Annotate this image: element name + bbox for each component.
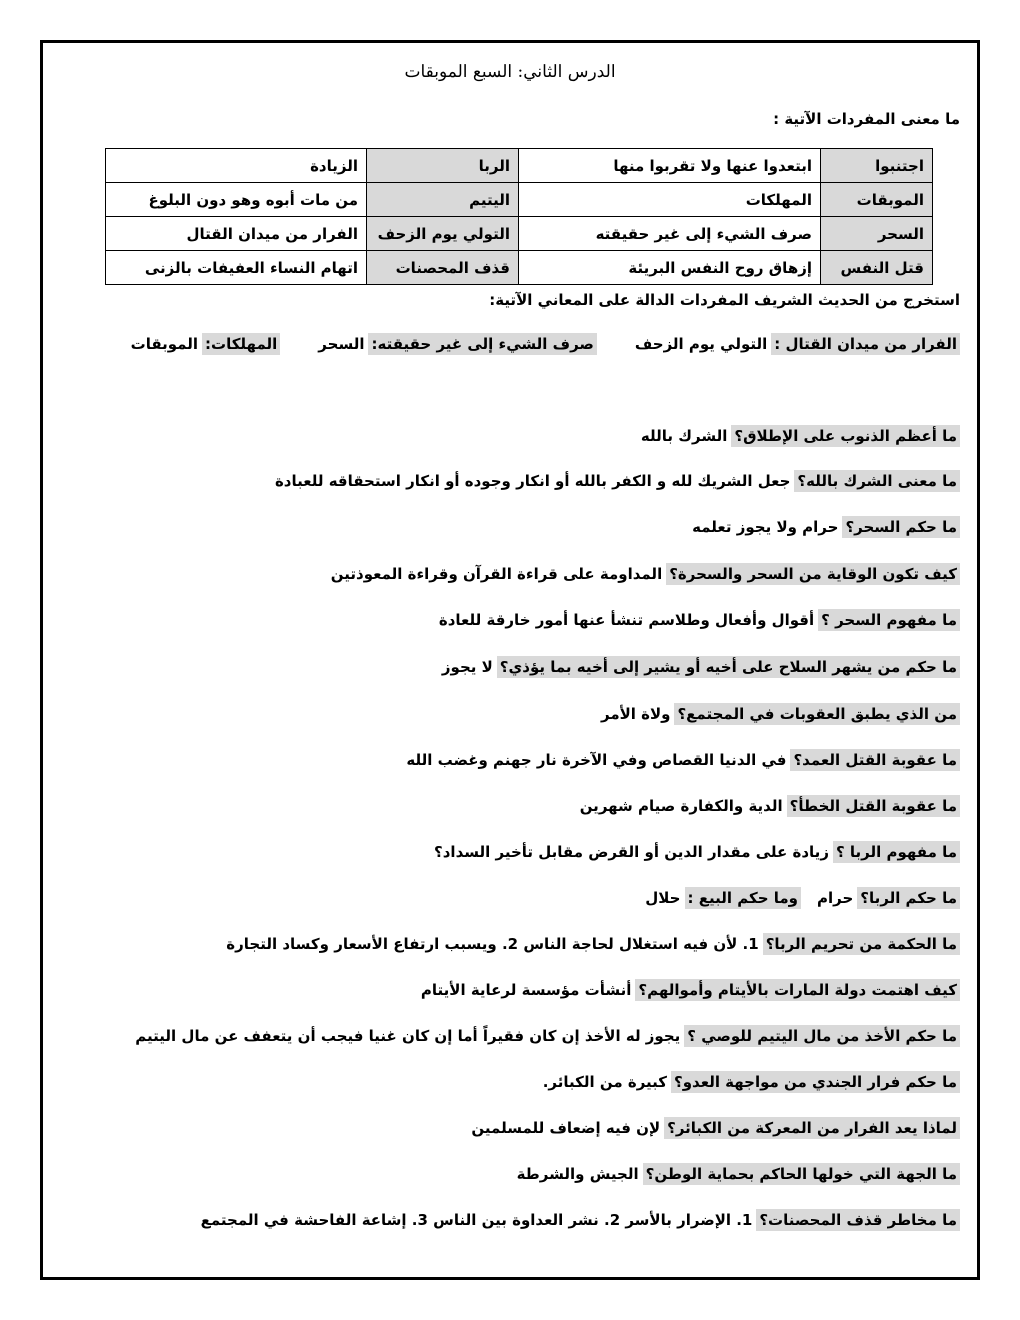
question-text: ما الجهة التي خولها الحاكم بحماية الوطن؟ — [643, 1163, 960, 1185]
vocab-meaning: اتهام النساء العفيفات بالزنى — [106, 251, 367, 285]
answer-text: 1. لأن فيه استغلال لحاجة الناس 2. ويسبب ارتفاع الأسعار وكساد التجارة — [226, 935, 759, 953]
qa-line — [275, 472, 960, 490]
extract-line — [127, 335, 960, 353]
question-text: ما مخاطر قذف المحصنات؟ — [756, 1209, 960, 1231]
answer-text: حلال — [645, 889, 681, 907]
answer-text: جعل الشريك لله و الكفر بالله أو انكار وجوده أو انكار استحقاقه للعبادة — [274, 472, 791, 490]
question-text: لماذا يعد الفرار من المعركة من الكبائر؟ — [664, 1117, 960, 1139]
extract-question: المهلكات: — [202, 333, 280, 355]
question-text: كيف تكون الوقاية من السحر والسحرة؟ — [666, 563, 960, 585]
answer-text: يجوز له الأخذ إن كان فقيراً أما إن كان غنيا فيجب أن يتعفف عن مال اليتيم — [135, 1027, 681, 1045]
vocab-meaning: من مات أبوه وهو دون البلوغ — [106, 183, 367, 217]
answer-text: 1. الإضرار بالأسر 2. نشر العداوة بين الناس 3. إشاعة الفاحشة في المجتمع — [200, 1211, 753, 1229]
page-title: الدرس الثاني: السبع الموبقات — [404, 62, 616, 82]
question-text: ما عقوبة القتل الخطأ؟ — [787, 795, 960, 817]
answer-text: كبيرة من الكبائر. — [542, 1073, 668, 1091]
vocab-word: الموبقات — [821, 183, 933, 217]
question-text: ما حكم السحر؟ — [842, 516, 960, 538]
question-text: وما حكم البيع : — [685, 887, 801, 909]
extract-answer: الموبقات — [130, 335, 198, 353]
qa-line — [601, 705, 960, 723]
qa-line — [645, 889, 960, 907]
qa-line — [135, 1027, 960, 1045]
extract-question: صرف الشيء إلى غير حقيقته: — [368, 333, 596, 355]
qa-line — [439, 611, 960, 629]
vocab-table — [105, 148, 933, 285]
vocab-word: اليتيم — [367, 183, 519, 217]
answer-text: أقوال وأفعال وطلاسم تنشأ عنها أمور خارقة للعادة — [438, 611, 815, 629]
vocab-meaning: الزيادة — [106, 149, 367, 183]
answer-text: حرام — [816, 889, 854, 907]
answer-text: في الدنيا القصاص وفي الآخرة نار جهنم وغضب الله — [406, 751, 787, 769]
extract-answer: السحر — [318, 335, 365, 353]
question-text: كيف اهتمت دولة المارات بالأيتام وأموالهم؟ — [635, 979, 960, 1001]
vocab-word: قذف المحصنات — [367, 251, 519, 285]
vocab-word: الربا — [367, 149, 519, 183]
question-text: ما أعظم الذنوب على الإطلاق؟ — [731, 425, 960, 447]
answer-text: لإن فيه إضعاف للمسلمين — [471, 1119, 661, 1137]
table-row — [106, 183, 933, 217]
question-text: ما حكم فرار الجندي من مواجهة العدو؟ — [671, 1071, 960, 1093]
table-row — [106, 217, 933, 251]
question-text: ما حكم من يشهر السلاح على أخيه أو يشير إلى أخيه بما يؤذي؟ — [497, 656, 960, 678]
table-row — [106, 251, 933, 285]
question-text: ما مفهوم السحر ؟ — [818, 609, 960, 631]
extract-question: الفرار من ميدان القتال : — [771, 333, 960, 355]
answer-text: المداومة على قراءة القرآن وقراءة المعوذتين — [330, 565, 663, 583]
question-text: ما حكم الربا؟ — [857, 887, 960, 909]
answer-text: زيادة على مقدار الدين أو القرض مقابل تأخير السداد؟ — [434, 843, 829, 861]
vocab-word: اجتنبوا — [821, 149, 933, 183]
qa-line — [692, 518, 960, 536]
answer-text: ولاة الأمر — [600, 705, 671, 723]
extract-heading: استخرج من الحديث الشريف المفردات الدالة على المعاني الآتية: — [489, 291, 960, 309]
answer-text: حرام ولا يجوز تعلمه — [692, 518, 839, 536]
qa-line — [331, 565, 960, 583]
question-text: من الذي يطبق العقوبات في المجتمع؟ — [674, 703, 960, 725]
extract-answer: التولي يوم الزحف — [634, 335, 768, 353]
question-text: ما عقوبة القتل العمد؟ — [790, 749, 960, 771]
qa-line — [434, 843, 960, 861]
question-text: ما الحكمة من تحريم الربا؟ — [763, 933, 960, 955]
question-text: ما معنى الشرك بالله؟ — [794, 470, 960, 492]
vocab-heading: ما معنى المفردات الآتية : — [773, 110, 960, 128]
vocab-meaning: ابتعدوا عنها ولا تقربوا منها — [519, 149, 821, 183]
qa-line — [201, 1211, 960, 1229]
vocab-meaning: صرف الشيء إلى غير حقيقته — [519, 217, 821, 251]
table-row — [106, 149, 933, 183]
qa-line — [471, 1119, 960, 1137]
qa-line — [226, 935, 960, 953]
qa-line — [421, 981, 960, 999]
vocab-word: التولي يوم الزحف — [367, 217, 519, 251]
vocab-meaning: الفرار من ميدان القتال — [106, 217, 367, 251]
vocab-meaning: المهلكات — [519, 183, 821, 217]
vocab-meaning: إزهاق روح النفس البريئة — [519, 251, 821, 285]
qa-line — [406, 751, 960, 769]
answer-text: الجيش والشرطة — [516, 1165, 639, 1183]
vocab-word: قتل النفس — [821, 251, 933, 285]
qa-line — [517, 1165, 960, 1183]
vocab-word: السحر — [821, 217, 933, 251]
answer-text: الشرك بالله — [640, 427, 728, 445]
answer-text: الدية والكفارة صيام شهرين — [579, 797, 783, 815]
qa-line — [641, 427, 960, 445]
qa-line — [442, 658, 960, 676]
qa-line — [543, 1073, 960, 1091]
answer-text: لا يجوز — [441, 658, 493, 676]
answer-text: أنشأت مؤسسة لرعاية الأيتام — [420, 981, 632, 999]
question-text: ما مفهوم الربا ؟ — [833, 841, 960, 863]
question-text: ما حكم الأخذ من مال اليتيم للوصي ؟ — [684, 1025, 960, 1047]
qa-line — [580, 797, 960, 815]
